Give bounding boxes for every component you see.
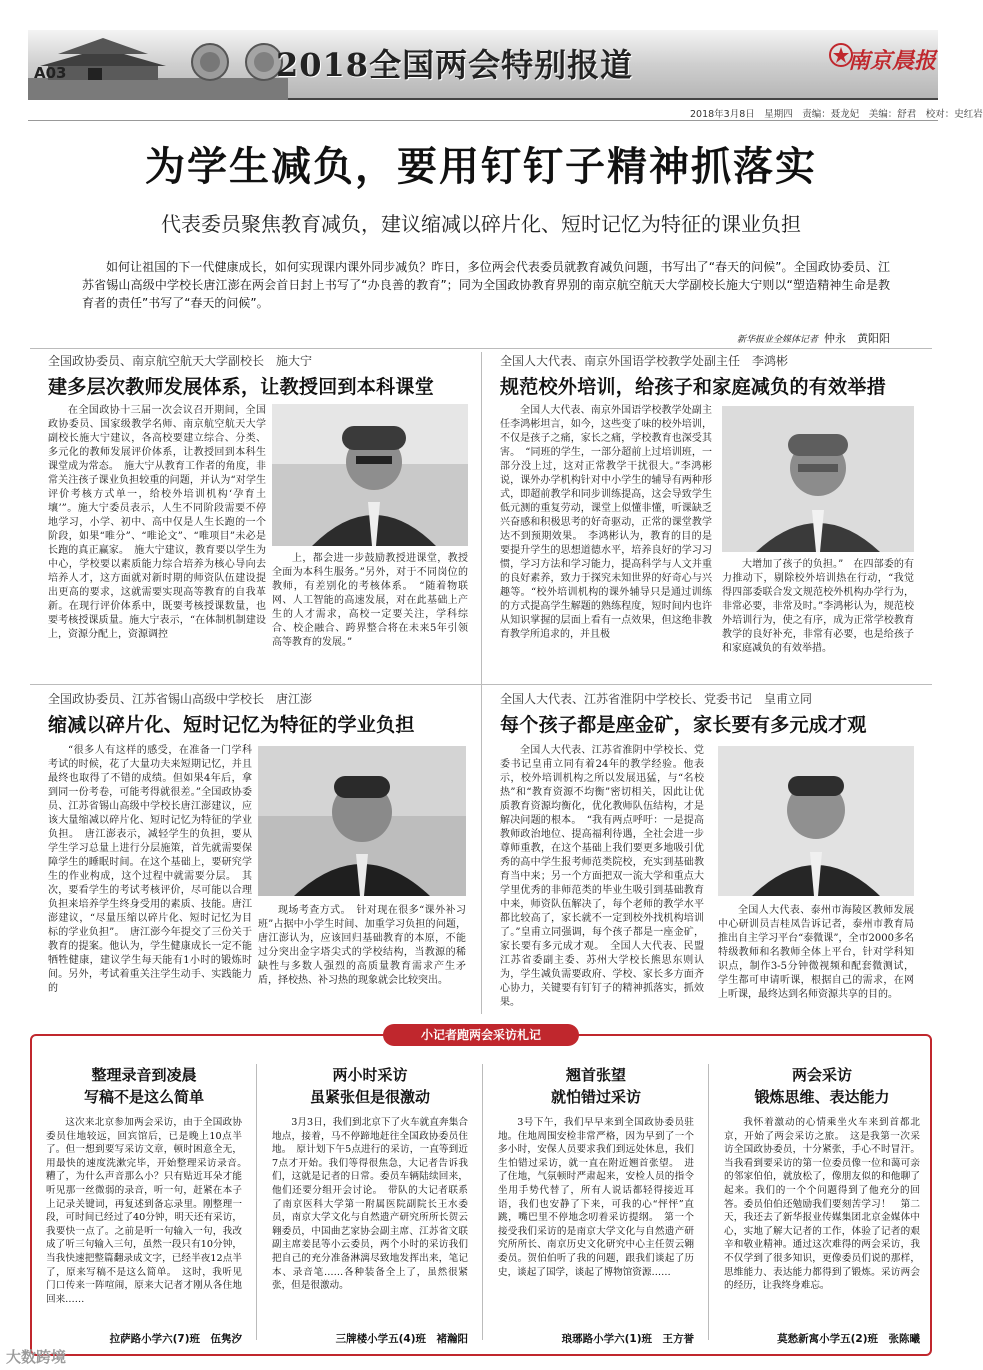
article-kicker: 全国人大代表、南京外国语学校教学处副主任 李鸿彬 xyxy=(500,354,789,368)
divider xyxy=(30,348,932,349)
divider xyxy=(28,120,938,121)
note-signature: 拉萨路小学六(7)班 伍隽汐 xyxy=(109,1333,242,1345)
byline-prefix: 新华报业全媒体记者 xyxy=(736,335,818,345)
portrait-photo xyxy=(272,404,468,546)
divider xyxy=(481,352,482,1014)
newspaper-logo: 南京晨报 xyxy=(848,48,937,74)
note-title: 两会采访 锻炼思维、表达能力 xyxy=(754,1066,890,1106)
divider xyxy=(30,684,932,685)
reporters-notes-tag: 小记者跑两会采访札记 xyxy=(383,1024,579,1046)
date-line: 2018年3月8日 星期四 责编：聂龙妃 美编：舒君 校对：史红岩 xyxy=(690,109,983,120)
note-signature: 琅琊路小学六(1)班 王方誉 xyxy=(561,1333,694,1345)
article-title: 建多层次教师发展体系，让教授回到本科课堂 xyxy=(48,376,435,398)
note-body: 3号下午，我们早早来到全国政协委员驻地。住地周围安检非常严格，因为早到了一个多小时，安保人员要求我们到远处休息，我们生怕错过采访，就一直在附近翘首张望。 进了住地，气氛顿时严肃起来，安检人员的指令坐用手势代替了，所有人说话都轻得接近耳语，我们也安静了下来，可我的心“怦怦”直跳，嘴巴里不停地念叨着采访提纲。 第一个接受我们采访的是南京大学文化与自然遗产研究所所长、南京历史文化研究中心主任贺云翱委员。贺伯伯听了我的问题，跟我们谈起了历史，谈起了国学，谈起了博物馆资源…… xyxy=(498,1117,694,1278)
sub-headline: 代表委员聚焦教育减负，建议缩减以碎片化、短时记忆为特征的课业负担 xyxy=(161,212,801,236)
article-kicker: 全国政协委员、南京航空航天大学副校长 施大宁 xyxy=(48,354,313,368)
watermark: 大数跨境 xyxy=(6,1348,67,1366)
article-body: 上，都会进一步鼓励教授进课堂，教授全面为本科生服务。”另外，对于不同岗位的教师，有差别化的考核体系。 “随着物联网、人工智能的高速发展，对在此基础上产生的人才需求，高校一定要关注，学科综合、校企融合、跨界整合将在未来5年引领高等教育的发展。” xyxy=(272,553,468,648)
article-body: 现场考查方式。 针对现在很多“课外补习班”占据中小学生时间、加重学习负担的问题，唐江澎认为，应该回归基础教育的本原，不能过分突出金字塔尖式的学校结构，当教源的稀缺性与多数人强烈的高质量教育需求产生矛盾，择校热、补习热的现象就会比较突出。 xyxy=(258,905,466,986)
note-body: 这次来北京参加两会采访，由于全国政协委员住地较远，回宾馆后，已是晚上10点半了。但一想到要写采访文章，顿时困意全无，用最快的速度洗漱完毕，开始整理采访录音。 糟了，为什么声音那么小？只有贴近耳朵才能听见那一丝微弱的录音，听一句，赶紧在本子上记录关键词，再复述到备忘录里。刚整理一段，可时间已经过了40分钟，明天还有采访，我要快一点了。之前是听一句输入一句，我改成了听三句输入三句，虽然一段只有10分钟，当我快速把整篇翻录成文字，已经半夜12点半了，原来写稿不是这么简单。 这时，我听见门口传来一阵喧闹，原来大记者才刚从各住地回来…… xyxy=(46,1117,252,1305)
byline-names: 仲永 黄阳阳 xyxy=(824,332,890,345)
divider xyxy=(708,1064,709,1340)
article-body: 全国人大代表、江苏省淮阴中学校长、党委书记皇甫立同有着24年的教学经验。他表示，校外培训机构之所以发展迅猛，与“名校热”和“教育资源不均衡”密切相关，因此让优质教育资源均衡化，优化教师队伍结构，才是解决问题的根本。 “我有两点呼吁：一是提高教师政治地位、提高福利待遇，全社会进一步尊师重教，在这个基础上我们要更多地吸引优秀的高中学生报考师范类院校，充实到基础教育当中来；另一个方面把双一流大学和重点大学里优秀的非师范类的毕业生吸引到基础教育中来，师资队伍解决了，每个老师的教学水平都比较高了，家长就不一定到校外找机构培训了。”皇甫立同强调，每个孩子都是一座金矿，家长要有多元成才观。 全国人大代表、民盟江苏省委副主委、苏州大学校长熊思东则认为，学生减负需要政府、学校、家长多方面齐心协力，关键要有钉钉子的精神抓落实，抓效果。 xyxy=(500,745,704,1008)
article-body: 全国人大代表、泰州市海陵区教师发展中心研训员吉桂凤告诉记者，泰州市教育局推出自主学习平台“泰微课”，全市2000多名特级教师和名教师全体上平台，针对学科知识点，制作3-5分钟微视频和配套微测试，学生都可申请听课，根据自己的需求，在网上听课，最终达到名师资源共享的目的。 xyxy=(718,905,914,1000)
divider xyxy=(482,1064,483,1340)
article-kicker: 全国人大代表、江苏省淮阴中学校长、党委书记 皇甫立同 xyxy=(500,692,813,706)
note-title: 翘首张望 就怕错过采访 xyxy=(550,1066,641,1106)
article-body: 全国人大代表、南京外国语学校教学处副主任李鸿彬坦言，如今，这些变了味的校外培训，不仅是孩子之痛，家长之痛，学校教育也深受其害。 “同班的学生，一部分超前上过培训班，一部分没上过，这对正常教学干扰很大。”李鸿彬说，课外办学机构针对中小学生的辅导有两种形式，即超前教学和同步训练提高，这会导致学生低元测的重复劳动，课堂上似懂非懂，听课缺乏兴奋感和积极思考的好奇驱动，正常的课堂教学达不到预期效果。 李鸿彬认为，教育的目的是要提升学生的思想道德水平，培养良好的学习习惯，学习方法和学习能力，提高科学与人文并重的良好素养，致力于探究未知世界的好奇心与兴趣等。“校外培训机构的课外辅导只是通过训练的方式提高学生解题的熟练程度，短时间内也许从知识掌握的层面上看有一点效果，但这绝非教育教学所追求的，并且极 xyxy=(500,405,712,640)
note-title: 两小时采访 虽紧张但是很激动 xyxy=(309,1066,430,1106)
portrait-photo xyxy=(718,746,914,896)
note-title: 整理录音到凌晨 写稿不是这么简单 xyxy=(83,1066,204,1106)
page-number: A03 xyxy=(34,64,67,82)
article-body: “很多人有这样的感受，在准备一门学科考试的时候，花了大量功夫来短期记忆，并且最终也取得了不错的成绩。但如果4年后，拿到同一份考卷，可能考得就很差。”全国政协委员、江苏省锡山高级中学校长唐江澎建议，应该大量缩减以碎片化、短时记忆为特征的学业负担。 唐江澎表示，减轻学生的负担，要从学生学习总量上进行分层施策，首先就需要保障学生的睡眠时间。在这个基础上，要研究学生的作业构成，这个过程中就需要分层。 其次，要看学生的考试考核评价，尽可能以合理负担来培养学生终身受用的素质、技能。唐江澎建议，“尽量压缩以碎片化、短时记忆为目标的学业负担”。 唐江澎今年提交了三份关于教育的提案。他认为，学生健康成长一定不能牺牲健康，建议学生每天能有1小时的锻炼时间。另外，考试着重关注学生动手、实践能力的 xyxy=(48,745,252,994)
article-body: 大增加了孩子的负担。” 在四部委的有力推动下，剔除校外培训热在行动，“我觉得四部委联合发文规范校外机构办学行为，非常必要，非常及时。”李鸿彬认为，规范校外培训行为，使之有序，成为正常学校教育教学的良好补充，非常有必要，也是给孩子和家庭减负的有效举措。 xyxy=(722,559,914,654)
intro-paragraph: 如何让祖国的下一代健康成长，如何实现课内课外同步减负？昨日，多位两会代表委员就教育减负问题，书写出了“春天的问候”。全国政协委员、江苏省锡山高级中学校长唐江澎在两会首日封上书写了“办良善的教育”；同为全国政协教育界别的南京航空航天大学副校长施大宁则以“塑造精神生命是教育者的责任”书写了“春天的问候”。 xyxy=(82,260,890,310)
section-banner-title: 2018全国两会特别报道 xyxy=(276,46,634,84)
byline xyxy=(560,330,890,346)
article-title: 缩减以碎片化、短时记忆为特征的学业负担 xyxy=(48,714,415,736)
article-kicker: 全国政协委员、江苏省锡山高级中学校长 唐江澎 xyxy=(48,692,313,706)
portrait-photo xyxy=(722,406,914,552)
note-body: 3月3日，我们到北京下了火车就直奔集合地点，接着，马不停蹄地赶往全国政协委员住地。 原计划下午5点进行的采访，一直等到近7点才开始。我们等得很焦急，大记者告诉我们，这就是记者的日常。委员车辆陆续回来，他们还要分组开会讨论。 带队的大记者联系了南京医科大学第一附属医院副院长王水委员，南京大学文化与自然遗产研究所所长贺云翱委员，中国曲艺家协会副主席、江苏省文联副主席姜昆等小云委员，两个小时的采访我们把自己的充分准备淋漓尽致地发挥出来，笔记本、录音笔……各种装备全上了，虽然很紧张，但是很激动。 xyxy=(272,1117,468,1292)
portrait-photo xyxy=(258,746,466,896)
article-title: 每个孩子都是座金矿，家长要有多元成才观 xyxy=(500,714,867,736)
tiananmen-gate-icon xyxy=(28,30,288,100)
article-body: 在全国政协十三届一次会议召开期间，全国政协委员、国家级教学名师、南京航空航天大学副校长施大宁建议，各高校要建立综合、分类、多元化的教师发展评价体系，让教授回到本科生课堂成为常态。 施大宁从教育工作者的角度，非常关注孩子课业负担较重的问题，并认为“对学生评价考核方式单一，给校外培训机构‘孕育土壤’”。施大宁委员表示，人生不同阶段需要不停地学习，小学、初中、高中仅是人生长跑的一个阶段，如果“唯分”、“唯论文”、“唯项目”未必是长跑的真正赢家。 施大宁建议，教育要以学生为中心，学校要以素质能力综合培养为核心导向去培养人才，这方面就对新时期的师资队伍建设提出更高的要求，这就需要实现高等教育的自我革新。在现行评价体系中，既要考核授课数量，也要考核授课质量。施大宁表示，“在体制机制建设上，资源分配上，资源调控 xyxy=(48,405,266,640)
note-body: 我怀着激动的心情乘坐火车来到首都北京，开始了两会采访之旅。 这是我第一次采访全国政协委员，十分紧张，手心不时冒汗。当我看到要采访的第一位委员像一位和蔼可亲的邻家伯伯，就放松了，像朋友似的和他聊了起来。我们的一个个问题得到了他充分的回答。委员伯伯还勉励我们要刻苦学习！ 第二天，我还去了新华报业传媒集团北京金媒体中心，实地了解大记者的工作，体验了记者的艰辛和敬业精神。通过这次难得的两会采访，我不仅学到了很多知识，更像委员们说的那样，思维能力、表达能力都得到了锻炼。采访两会的经历，让我终身难忘。 xyxy=(724,1117,920,1292)
main-headline: 为学生减负，要用钉钉子精神抓落实 xyxy=(145,144,817,190)
note-signature: 莫愁新寓小学五(2)班 张陈曦 xyxy=(777,1333,920,1345)
article-title: 规范校外培训，给孩子和家庭减负的有效举措 xyxy=(500,376,887,398)
note-signature: 三牌楼小学五(4)班 褚瀚阳 xyxy=(335,1333,468,1345)
divider xyxy=(256,1064,257,1340)
banner xyxy=(28,30,938,100)
